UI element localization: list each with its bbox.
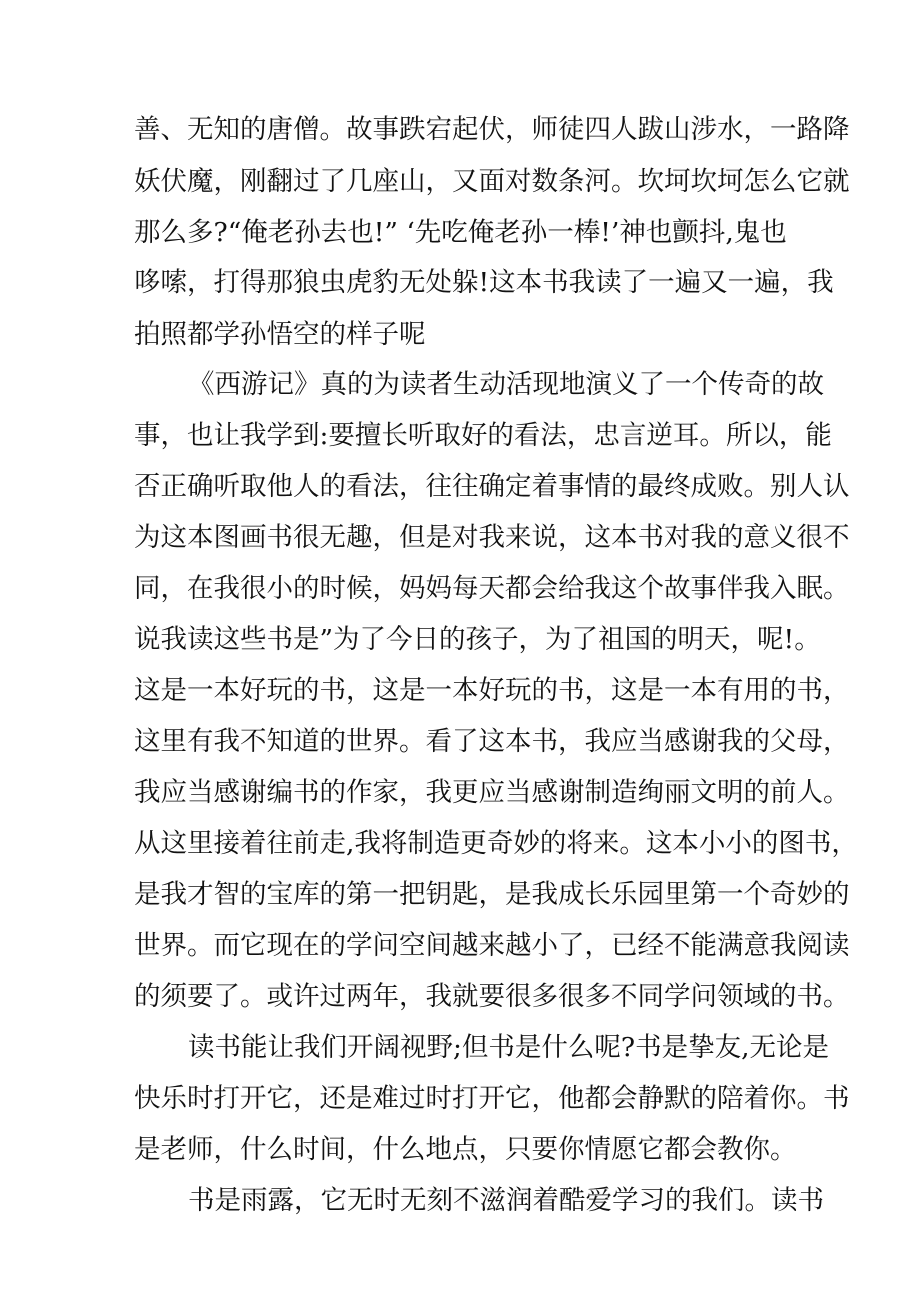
text-line: 快乐时打开它，还是难过时打开它，他都会静默的陪着你。书 (134, 1083, 850, 1114)
text-line: 妖伏魔，刚翻过了几座山，又面对数条河。坎坷坎坷怎么它就 (134, 166, 850, 197)
text-line: 那么多?“俺老孙去也!” ‘先吃俺老孙一棒!’神也颤抖,鬼也 (134, 217, 787, 248)
text-line: 否正确听取他人的看法，往往确定着事情的最终成败。别人认 (134, 471, 850, 502)
text-line: 是我才智的宝库的第一把钥匙，是我成长乐园里第一个奇妙的 (134, 879, 850, 910)
text-line: 拍照都学孙悟空的样子呢 (134, 319, 426, 350)
text-line: 是老师，什么时间，什么地点，只要你情愿它都会教你。 (134, 1134, 797, 1165)
text-line: 说我读这些书是”为了今日的孩子，为了祖国的明天，呢!。 (134, 624, 821, 655)
text-line: 我应当感谢编书的作家，我更应当感谢制造绚丽文明的前人。 (134, 777, 850, 808)
text-line: 这是一本好玩的书，这是一本好玩的书，这是一本有用的书， (134, 675, 850, 706)
text-line: 哆嗦，打得那狼虫虎豹无处躲!这本书我读了一遍又一遍，我 (134, 267, 834, 298)
text-line: 为这本图画书很无趣，但是对我来说，这本书对我的意义很不 (134, 522, 850, 553)
paragraph-first-line: 书是雨露，它无时无刻不滋润着酷爱学习的我们。读书 (188, 1185, 824, 1216)
text-line: 事，也让我学到:要擅长听取好的看法，忠言逆耳。所以，能 (134, 420, 832, 451)
text-line: 这里有我不知道的世界。看了这本书，我应当感谢我的父母， (134, 726, 850, 757)
paragraph-first-line: 《西游记》真的为读者生动活现地演义了一个传奇的故 (188, 369, 824, 400)
text-line: 同，在我很小的时候，妈妈每天都会给我这个故事伴我入眠。 (134, 573, 850, 604)
paragraph-first-line: 读书能让我们开阔视野;但书是什么呢?书是挚友,无论是 (188, 1032, 830, 1063)
text-line: 从这里接着往前走,我将制造更奇妙的将来。这本小小的图书， (134, 828, 858, 859)
text-line: 世界。而它现在的学问空间越来越小了，已经不能满意我阅读 (134, 930, 850, 961)
text-line: 的须要了。或许过两年，我就要很多很多不同学问领域的书。 (134, 981, 850, 1012)
text-line: 善、无知的唐僧。故事跌宕起伏，师徒四人跋山涉水，一路降 (134, 114, 850, 145)
